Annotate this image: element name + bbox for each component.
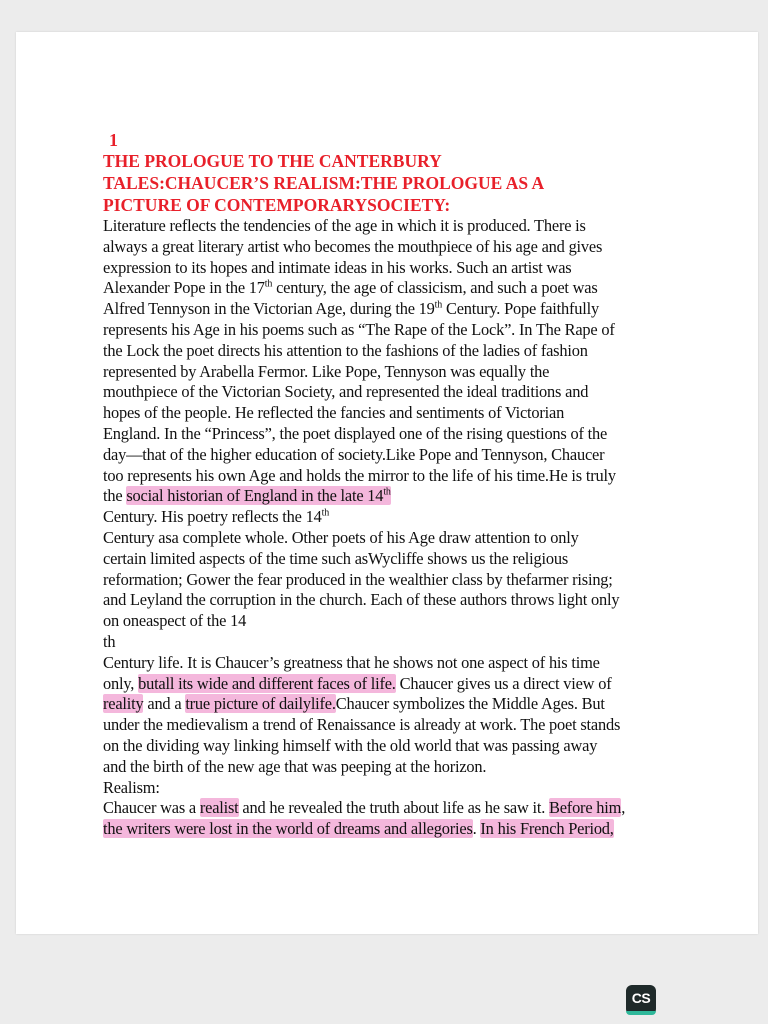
- text-line: and the birth of the new age that was peeping at the horizon.: [103, 756, 487, 776]
- text-line: always a great literary artist who becomes the mouthpiece of his age and gives: [103, 236, 603, 256]
- text-run: the: [103, 486, 127, 506]
- text-line: [103, 278, 693, 299]
- highlighted-text: the writers were lost in the world of dreams and allegories: [103, 819, 473, 839]
- text-run: Chaucer was a: [103, 798, 200, 818]
- text-run: only,: [103, 673, 139, 693]
- text-line: certain limited aspects of the time such asWycliffe shows us the religious: [103, 548, 569, 568]
- text-run: Century. Pope faithfully: [442, 299, 599, 319]
- text-line: the Lock the poet directs his attention to the fashions of the ladies of fashion: [103, 340, 588, 360]
- highlighted-text: [126, 486, 390, 505]
- text-line: [103, 798, 693, 819]
- page-title-line-1: THE PROLOGUE TO THE CANTERBURY: [103, 151, 442, 171]
- text-line: [103, 694, 693, 715]
- text-line: on oneaspect of the 14: [103, 611, 247, 631]
- text-line: England. In the “Princess”, the poet displayed one of the rising questions of the: [103, 423, 608, 443]
- superscript: th: [434, 299, 443, 311]
- text-run: Chaucer gives us a direct view of: [395, 673, 612, 693]
- text-line: Century life. It is Chaucer’s greatness that he shows not one aspect of his time: [103, 652, 600, 672]
- text-line: expression to its hopes and intimate ideas in his works. Such an artist was: [103, 257, 572, 277]
- text-line: represented by Arabella Fermor. Like Pope, Tennyson was equally the: [103, 361, 550, 381]
- highlighted-text: In his French Period,: [480, 819, 614, 839]
- text-line: under the medievalism a trend of Renaissance is already at work. The poet stands: [103, 715, 621, 735]
- text-line: Century asa complete whole. Other poets of his Age draw attention to only: [103, 527, 579, 547]
- document-page: [16, 32, 758, 934]
- text-line: reformation; Gower the fear produced in the wealthier class by thefarmer rising;: [103, 569, 613, 589]
- text-run: century, the age of classicism, and such a poet was: [272, 278, 598, 298]
- text-run: and a: [143, 694, 186, 714]
- camscanner-logo-icon: CS: [626, 985, 656, 1015]
- highlighted-text: true picture of dailylife.: [185, 694, 336, 714]
- body-text: [103, 216, 693, 840]
- superscript: th: [383, 486, 391, 498]
- text-run: and he revealed the truth about life as he saw it.: [238, 798, 549, 818]
- text-line: [103, 507, 693, 528]
- page-number: 1: [109, 130, 118, 150]
- text-run: Century. His poetry reflects the 14: [103, 507, 322, 527]
- text-run: Alfred Tennyson in the Victorian Age, during the 19: [103, 299, 435, 319]
- text-line: and Leyland the corruption in the church. Each of these authors throws light only: [103, 590, 620, 610]
- text-line: th: [103, 631, 116, 651]
- page-title-line-2: TALES:CHAUCER’S REALISM:THE PROLOGUE AS A: [103, 173, 545, 193]
- text-run: Alexander Pope in the 17: [103, 278, 265, 298]
- text-line: hopes of the people. He reflected the fancies and sentiments of Victorian: [103, 403, 565, 423]
- text-line: [103, 819, 693, 840]
- section-label: Realism:: [103, 777, 160, 797]
- highlighted-text: reality: [103, 694, 144, 714]
- text-line: [103, 674, 693, 695]
- text-line: mouthpiece of the Victorian Society, and represented the ideal traditions and: [103, 382, 589, 402]
- text-run: Chaucer symbolizes the Middle Ages. But: [335, 694, 605, 714]
- text-line: [103, 299, 693, 320]
- text-run: .: [472, 819, 481, 839]
- text-run: social historian of England in the late 14: [126, 486, 384, 506]
- superscript: th: [264, 278, 273, 290]
- text-run: ,: [621, 798, 626, 818]
- superscript: th: [321, 507, 330, 519]
- text-line: [103, 486, 693, 507]
- text-line: on the dividing way linking himself with the old world that was passing away: [103, 735, 598, 755]
- highlighted-text: realist: [199, 798, 239, 818]
- page-content: [103, 130, 693, 840]
- text-line: represents his Age in his poems such as “The Rape of the Lock”. In The Rape of: [103, 319, 615, 339]
- text-line: too represents his own Age and holds the mirror to the life of his time.He is truly: [103, 465, 616, 485]
- highlighted-text: Before him: [549, 798, 622, 818]
- text-line: Literature reflects the tendencies of the age in which it is produced. There is: [103, 216, 586, 235]
- page-title-line-3: PICTURE OF CONTEMPORARYSOCIETY:: [103, 195, 451, 215]
- text-line: day—that of the higher education of society.Like Pope and Tennyson, Chaucer: [103, 444, 605, 464]
- highlighted-text: butall its wide and different faces of life.: [138, 673, 396, 693]
